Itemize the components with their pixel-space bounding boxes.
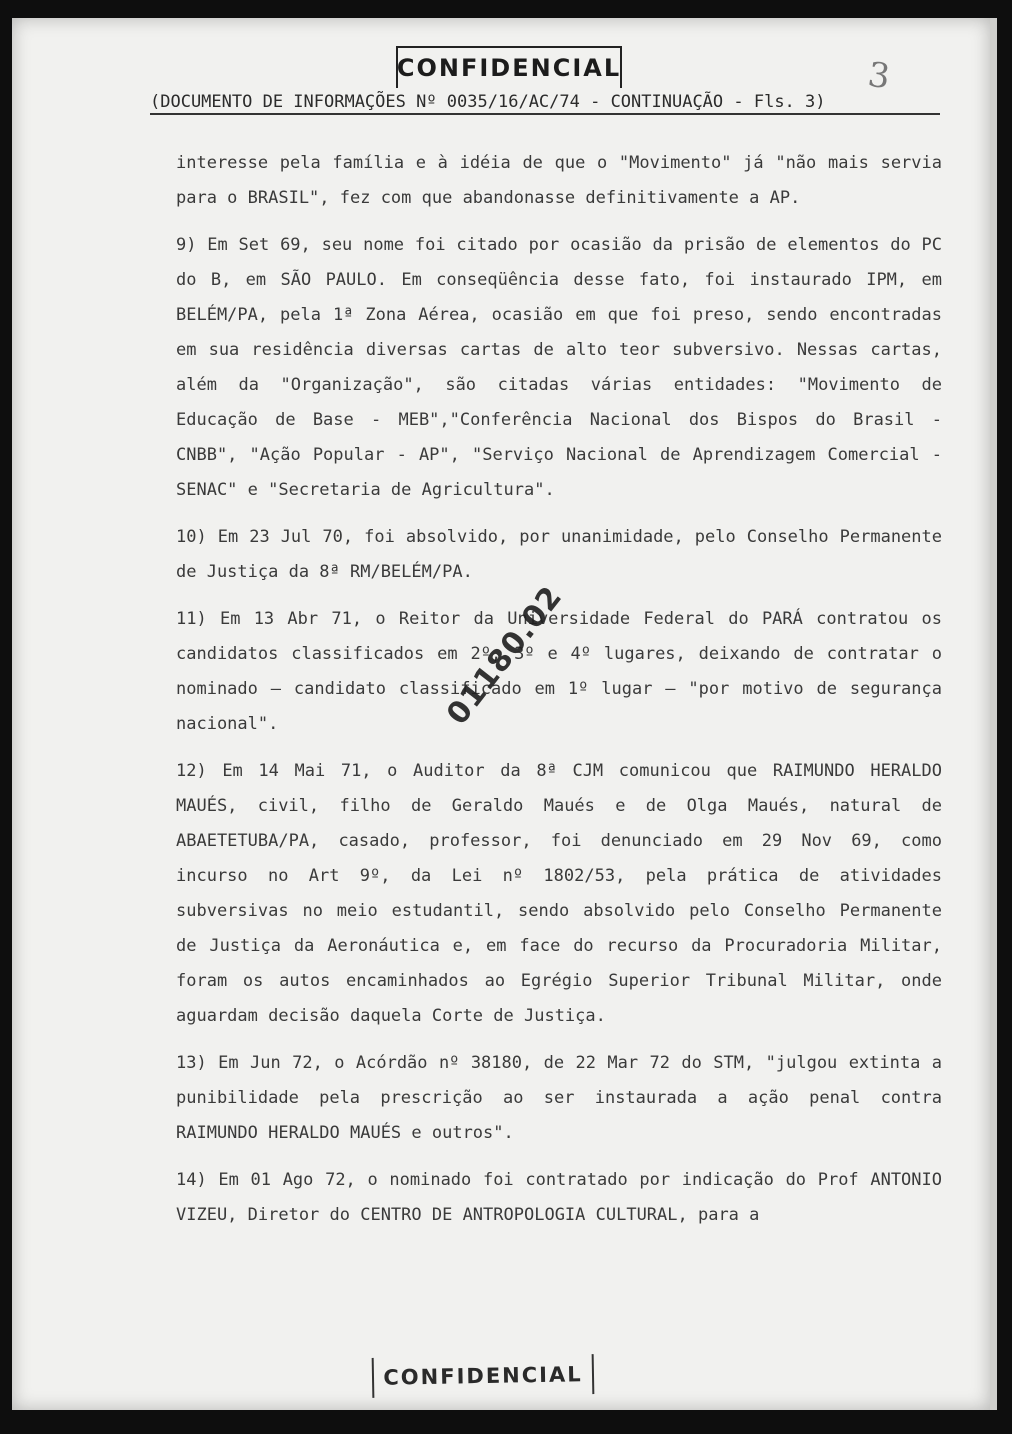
confidential-stamp-bottom: CONFIDENCIAL	[372, 1354, 595, 1398]
document-header: (DOCUMENTO DE INFORMAÇÕES Nº 0035/16/AC/74 - CONTINUAÇÃO - Fls. 3)	[150, 92, 826, 112]
document-body	[176, 146, 942, 1245]
paragraph-12: 12) Em 14 Mai 71, o Auditor da 8ª CJM comunicou que RAIMUNDO HERALDO MAUÉS, civil, filho de Geraldo Maués e de Olga Maués, natural de ABAETETUBA/PA, casado, professor, foi denunciado em 29 Nov 69, como incurso no Art 9º, da Lei nº 1802/53, pela prática de atividades subversivas no meio estudantil, sendo absolvido pelo Conselho Permanente de Justiça da Aeronáutica e, em face do recurso da Procuradoria Militar, foram os autos encaminhados ao Egrégio Superior Tribunal Militar, onde aguardam decisão daquela Corte de Justiça.	[176, 761, 942, 1026]
header-underline	[150, 113, 940, 115]
paragraph-11: 11) Em 13 Abr 71, o Reitor da Universidade Federal do PARÁ contratou os candidatos classificados em 2º, 3º e 4º lugares, deixando de contratar o nominado — candidato classificado em 1º lugar — "por motivo de segurança nacional".	[176, 609, 942, 734]
paragraph-9: 9) Em Set 69, seu nome foi citado por ocasião da prisão de elementos do PC do B, em SÃO PAULO. Em conseqüência desse fato, foi instaurado IPM, em BELÉM/PA, pela 1ª Zona Aérea, ocasião em que foi preso, sendo encontradas em sua residência diversas cartas de alto teor subversivo. Nessas cartas, além da "Organização", são citadas várias entidades: "Movimento de Educação de Base - MEB","Conferência Nacional dos Bispos do Brasil - CNBB", "Ação Popular - AP", "Serviço Nacional de Aprendizagem Comercial - SENAC" e "Secretaria de Agricultura".	[176, 235, 942, 500]
confidential-stamp-top: CONFIDENCIAL	[396, 46, 622, 88]
page-edge	[990, 18, 997, 1410]
diagonal-number-stamp: 01180.02	[440, 579, 570, 732]
handwritten-page-number: 3	[865, 54, 893, 98]
paragraph-13: 13) Em Jun 72, o Acórdão nº 38180, de 22 Mar 72 do STM, "julgou extinta a punibilidade pela prescrição ao ser instaurada a ação penal contra RAIMUNDO HERALDO MAUÉS e outros".	[176, 1053, 942, 1143]
paragraph-10: 10) Em 23 Jul 70, foi absolvido, por unanimidade, pelo Conselho Permanente de Justiça da 8ª RM/BELÉM/PA.	[176, 527, 942, 582]
paragraph-14: 14) Em 01 Ago 72, o nominado foi contratado por indicação do Prof ANTONIO VIZEU, Diretor do CENTRO DE ANTROPOLOGIA CULTURAL, para a	[176, 1170, 942, 1225]
paragraph-continuation: interesse pela família e à idéia de que o "Movimento" já "não mais servia para o BRASIL", fez com que abandonasse definitivamente a AP.	[176, 153, 942, 208]
